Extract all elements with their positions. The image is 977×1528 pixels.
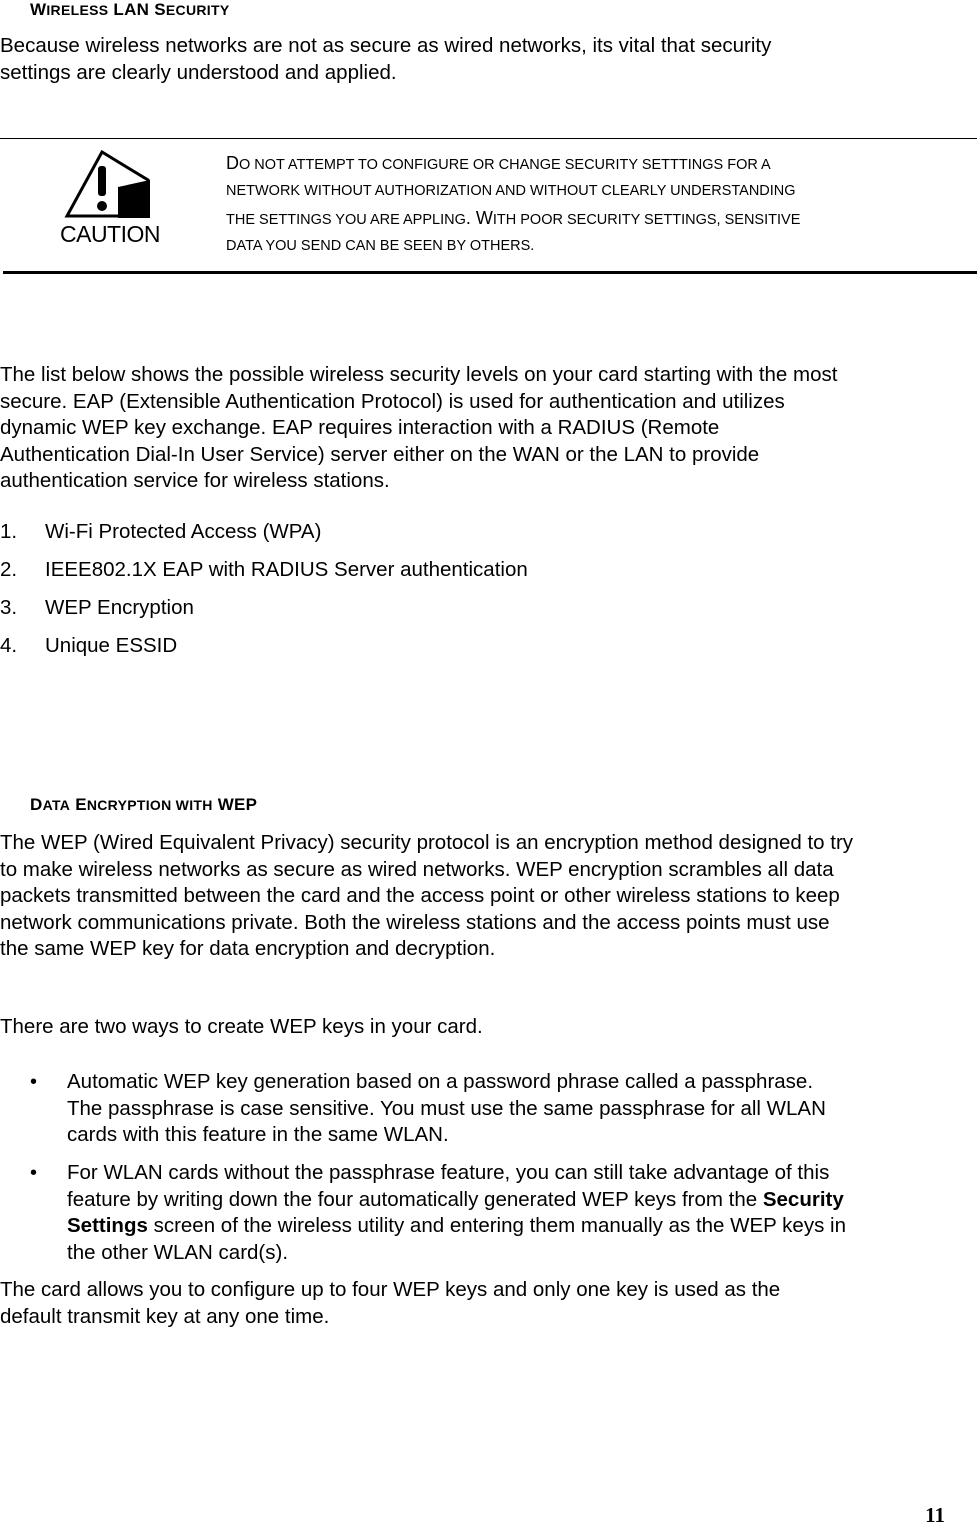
caution-bottom-rule: [3, 271, 977, 274]
security-levels-list: 1. Wi-Fi Protected Access (WPA) 2. IEEE802.1X EAP with RADIUS Server authentication 3. WEP Encryption 4. Unique ESSID: [0, 520, 528, 657]
caution-top-rule: [0, 138, 977, 139]
bullet-icon: •: [30, 1162, 38, 1184]
caution-triangle-icon: [64, 150, 152, 225]
caution-label: CAUTION: [60, 221, 160, 247]
intro-paragraph: Because wireless networks are not as secure as wired networks, its vital that security settings are clearly understood and applied.: [0, 34, 772, 84]
page-number: 11: [925, 1503, 945, 1527]
section-heading-wireless-lan-security: WIRELESS LAN SECURITY: [30, 0, 230, 19]
wep-key-methods-list: • Automatic WEP key generation based on a password phrase called a passphrase. The passphrase is case sensitive. You must use the same passphrase for all WLAN cards with this feature in the same WLAN. • For WLAN cards without the passphrase feature, you can still take advantage of this feature by writing down the four automatically generated WEP keys from the Security Settings screen of the wireless utility and entering them manually as the WEP keys in the other WLAN card(s).: [30, 1070, 846, 1264]
caution-message: DO NOT ATTEMPT TO CONFIGURE OR CHANGE SECURITY SETTTINGS FOR A NETWORK WITHOUT AUTHORIZATION AND WITHOUT CLEARLY UNDERSTANDING THE SETTINGS YOU ARE APPLING. WITH POOR SECURITY SETTINGS, SENSITIVE DATA YOU SEND CAN BE SEEN BY OTHERS.: [226, 153, 801, 254]
bullet-icon: •: [30, 1071, 38, 1093]
closing-paragraph: The card allows you to configure up to four WEP keys and only one key is used as the default transmit key at any one time.: [0, 1278, 781, 1328]
two-ways-paragraph: There are two ways to create WEP keys in your card.: [0, 1015, 483, 1038]
security-levels-paragraph: The list below shows the possible wireless security levels on your card starting with the most secure. EAP (Extensible Authentication Protocol) is used for authentication and utilizes dynamic WEP key exchange. EAP requires interaction with a RADIUS (Remote Authentication Dial-In User Service) server either on the WAN or the LAN to provide authentication service for wireless stations.: [0, 363, 838, 492]
wep-paragraph: The WEP (Wired Equivalent Privacy) security protocol is an encryption method designed to try to make wireless networks as secure as wired networks. WEP encryption scrambles all data packets transmitted between the card and the access point or other wireless stations to keep network communications private. Both the wireless stations and the access points must use the same WEP key for data encryption and decryption.: [0, 831, 854, 960]
section-heading-data-encryption: DATA ENCRYPTION WITH WEP: [30, 795, 258, 814]
